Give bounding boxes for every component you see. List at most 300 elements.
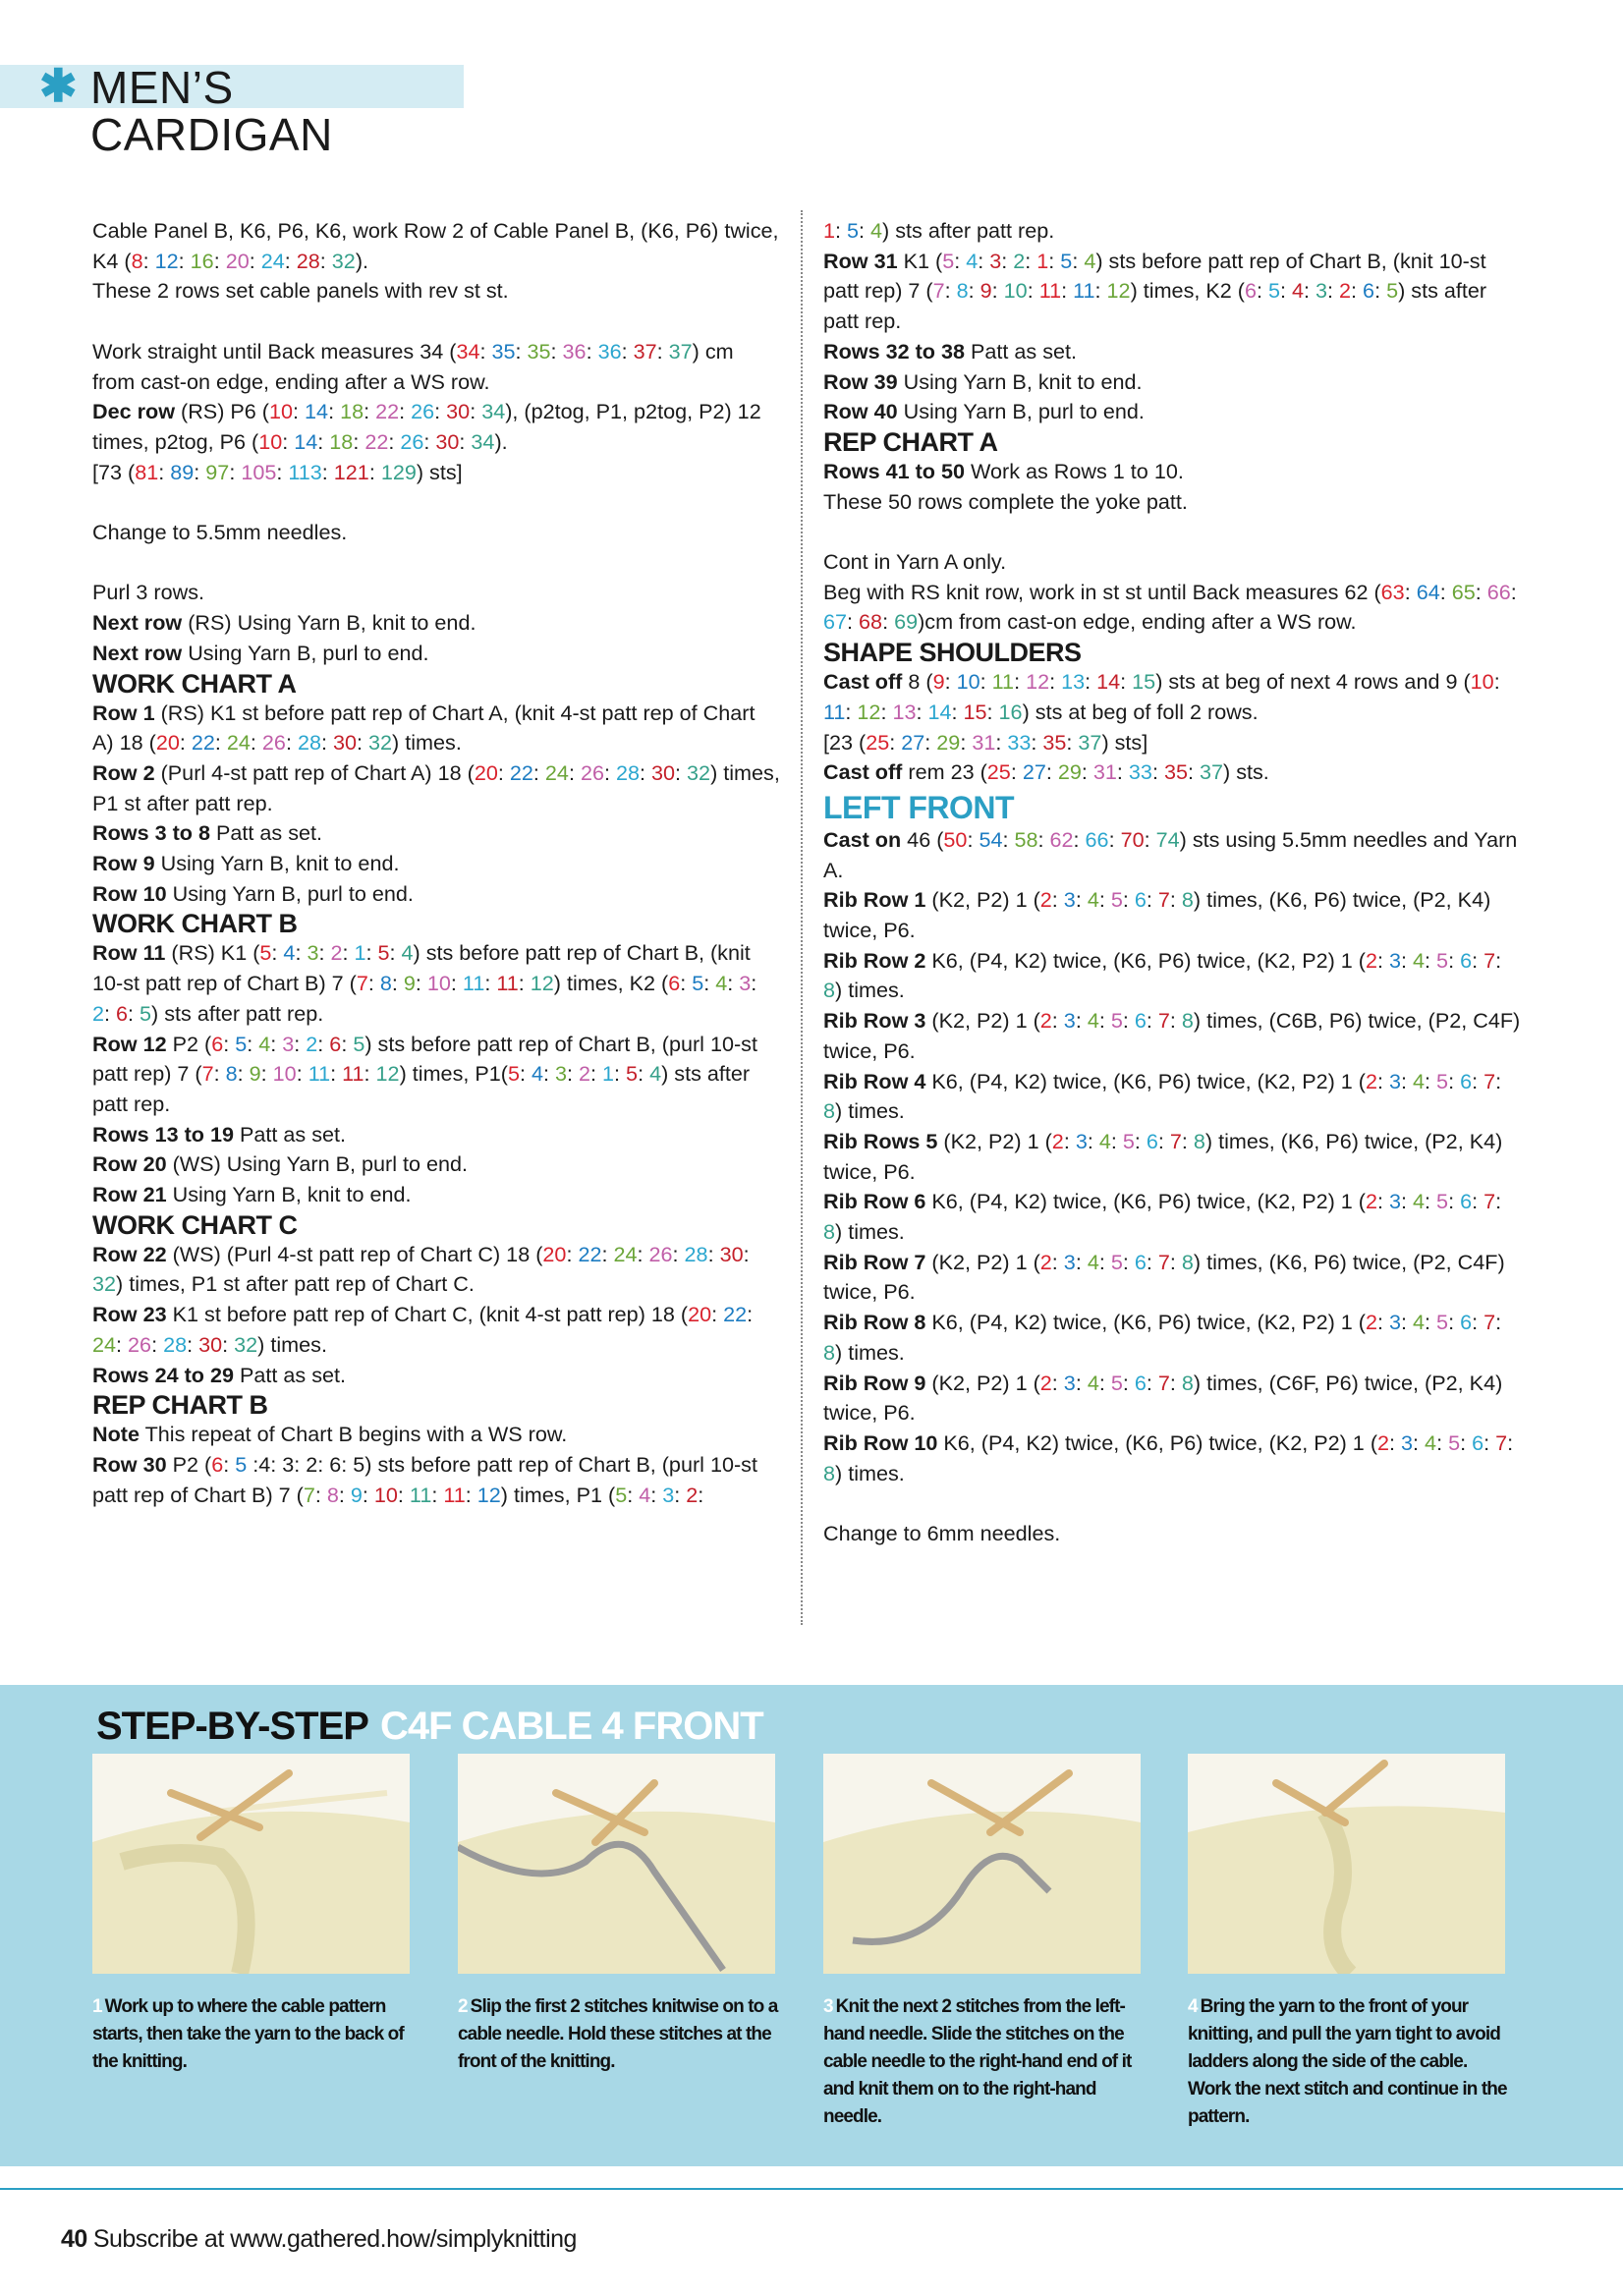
section-header (0, 60, 464, 160)
size-value: 8 (326, 1482, 339, 1507)
page-title: MEN’S CARDIGAN (90, 62, 333, 160)
size-value: 37 (1078, 729, 1102, 755)
size-value: 29 (936, 729, 961, 755)
size-value: 12 (154, 248, 179, 273)
size-value: 31 (972, 729, 996, 755)
size-value: 22 (375, 399, 400, 424)
size-value: 6 (1244, 278, 1257, 304)
size-value: 15 (963, 699, 987, 724)
size-value: 6 (668, 971, 681, 996)
size-value: 10 (272, 1061, 297, 1087)
size-value: 12 (857, 699, 881, 724)
size-value: 66 (1486, 579, 1511, 604)
size-value: 11 (823, 699, 846, 724)
size-value: 28 (684, 1241, 708, 1266)
size-value: 1 (1036, 248, 1049, 273)
instruction-paragraph: 1: 5: 4) sts after patt rep. Row 31 K1 (5: 4: 3: 2: 1: 5: 4) sts before patt rep of Chart B, (knit 10-st patt rep) 7 (7: 8: 9: 10: 11: 11: 12) times, K2 (6: 5: 4: 3: 2: 6: 5) sts after patt rep. Rows 32 to 38 Patt as set. Row 39 Using Yarn B, knit to end. Row 40 Using Yarn B, purl to end. (823, 218, 1487, 424)
size-value: 1 (354, 940, 366, 966)
size-value: 4 (1087, 1008, 1099, 1034)
size-value: 7 (1495, 1430, 1508, 1455)
size-value: 28 (615, 759, 640, 785)
section-heading: WORK CHART A (92, 668, 297, 699)
size-value: 31 (1092, 759, 1117, 785)
left-column (92, 216, 780, 1510)
size-value: 3 (555, 1061, 568, 1087)
size-value: 24 (544, 759, 569, 785)
size-value: 7 (1157, 1249, 1170, 1274)
size-value: 5 (353, 1031, 365, 1056)
size-value: 36 (597, 338, 622, 364)
page-number: 40 (61, 2225, 87, 2253)
size-value: 3 (1389, 1310, 1402, 1335)
size-value: 4 (1087, 1370, 1099, 1395)
size-value: 6 (1134, 1370, 1147, 1395)
size-value: 6 (1460, 947, 1473, 973)
size-value: 10 (1003, 278, 1028, 304)
size-value: 89 (170, 459, 195, 484)
size-value: 24 (260, 248, 285, 273)
size-value: 3 (662, 1482, 675, 1507)
size-value: 7 (1483, 947, 1496, 973)
size-value: 37 (1199, 759, 1224, 785)
size-value: 5 (1436, 1068, 1449, 1093)
size-value: 3 (1063, 1370, 1076, 1395)
size-value: 24 (613, 1241, 638, 1266)
instruction-paragraph: Cable Panel B, K6, P6, K6, work Row 2 of Cable Panel B, (K6, P6) twice, K4 (8: 12: 16: 20: 24: 28: 32). These 2 rows set cable panels with rev st st. (92, 218, 779, 304)
size-value: 5 (1060, 248, 1073, 273)
size-value: 5 (140, 1000, 152, 1026)
size-value: 4 (1413, 1189, 1426, 1214)
size-value: 22 (509, 759, 533, 785)
size-value: 3 (307, 940, 319, 966)
size-value: 70 (1120, 826, 1145, 852)
instruction-paragraph: Row 11 (RS) K1 (5: 4: 3: 2: 1: 5: 4) sts before patt rep of Chart B, (knit 10-st patt rep of Chart B) 7 (7: 8: 9: 10: 11: 11: 12) times, K2 (6: 5: 4: 3: 2: 6: 5) sts after patt rep. Row 12 P2 (6: 5: 4: 3: 2: 6: 5) sts before patt rep of Chart B, (purl 10-st patt rep) 7 (7: 8: 9: 10: 11: 11: 12) times, P1(5: 4: 3: 2: 1: 5: 4) sts after patt rep. Rows 13 to 19 Patt as set. Row 20 (WS) Using Yarn B, purl to end. Row 21 Using Yarn B, knit to end. (92, 940, 757, 1207)
size-value: 26 (400, 428, 424, 454)
size-value: 69 (894, 609, 919, 635)
size-value: 10 (956, 669, 980, 695)
size-value: 10 (426, 971, 451, 996)
size-value: 81 (135, 459, 159, 484)
size-value: 1 (823, 218, 836, 243)
size-value: 20 (474, 759, 498, 785)
size-value: 2 (1039, 1370, 1052, 1395)
size-value: 3 (989, 248, 1002, 273)
size-value: 2 (92, 1000, 105, 1026)
size-value: 3 (1063, 887, 1076, 913)
section-heading: LEFT FRONT (823, 789, 1015, 825)
size-value: 3 (282, 1031, 295, 1056)
instruction-paragraph: Cast on 46 (50: 54: 58: 62: 66: 70: 74) sts using 5.5mm needles and Yarn A. Rib Row 1 (K2, P2) 1 (2: 3: 4: 5: 6: 7: 8) times, (K6, P6) twice, (P2, K4) twice, P6. Rib Row 2 K6, (P4, K2) twice, (K6, P6) twice, (K2, P2) 1 (2: 3: 4: 5: 6: 7: 8) times. Rib Row 3 (K2, P2) 1 (2: 3: 4: 5: 6: 7: 8) times, (C6B, P6) twice, (P2, C4F) twice, P6. Rib Row 4 K6, (P4, K2) twice, (K6, P6) twice, (K2, P2) 1 (2: 3: 4: 5: 6: 7: 8) times. Rib Rows 5 (K2, P2) 1 (2: 3: 4: 5: 6: 7: 8) times, (K6, P6) twice, (P2, K4) twice, P6. Rib Row 6 K6, (P4, K2) twice, (K6, P6) twice, (K2, P2) 1 (2: 3: 4: 5: 6: 7: 8) times. Rib Row 7 (K2, P2) 1 (2: 3: 4: 5: 6: 7: 8) times, (K6, P6) twice, (P2, C4F) twice, P6. Rib Row 8 K6, (P4, K2) twice, (K6, P6) twice, (K2, P2) 1 (2: 3: 4: 5: 6: 7: 8) times. Rib Row 9 (K2, P2) 1 (2: 3: 4: 5: 6: 7: 8) times, (C6F, P6) twice, (P2, K4) twice, P6. Rib Row 10 K6, (P4, K2) twice, (K6, P6) twice, (K2, P2) 1 (2: 3: 4: 5: 6: 7: 8) times. (823, 826, 1521, 1485)
size-value: 6 (1460, 1068, 1473, 1093)
section-heading: SHAPE SHOULDERS (823, 638, 1082, 668)
instruction-paragraph: Row 1 (RS) K1 st before patt rep of Chart A, (knit 4-st patt rep of Chart A) 18 (20: 22: 24: 26: 28: 30: 32) times. Row 2 (Purl 4-st patt rep of Chart A) 18 (20: 22: 24: 26: 28: 30: 32) times, P1 st after patt rep. Rows 3 to 8 Patt as set. Row 9 Using Yarn B, knit to end. Row 10 Using Yarn B, purl to end. (92, 700, 780, 906)
size-value: 9 (249, 1061, 261, 1087)
size-value: 6 (1460, 1189, 1473, 1214)
instruction-paragraph: Purl 3 rows. Next row (RS) Using Yarn B, knit to end. Next row Using Yarn B, purl to end. (92, 580, 476, 665)
right-column (823, 216, 1521, 1549)
size-value: 28 (297, 730, 321, 756)
size-value: 30 (651, 759, 676, 785)
size-value: 3 (739, 971, 752, 996)
size-value: 6 (1134, 1249, 1147, 1274)
size-value: 2 (1377, 1430, 1390, 1455)
instruction-paragraph: Cast off 8 (9: 10: 11: 12: 13: 14: 15) sts at beg of next 4 rows and 9 (10: 11: 12: 13: 14: 15: 16) sts at beg of foll 2 rows. [23 (25: 27: 29: 31: 33: 35: 37) sts] Cast off rem 23 (25: 27: 29: 31: 33: 35: 37) sts. (823, 669, 1500, 785)
size-value: 2 (1051, 1128, 1064, 1153)
size-value: 11 (1073, 278, 1095, 304)
size-value: 20 (688, 1302, 712, 1327)
section-heading: REP CHART A (823, 426, 998, 457)
size-value: 2 (1039, 887, 1052, 913)
size-value: 34 (481, 399, 506, 424)
size-value: 8 (956, 278, 969, 304)
size-value: 4 (531, 1061, 543, 1087)
size-value: 16 (998, 699, 1023, 724)
size-value: 18 (329, 428, 354, 454)
size-value: 7 (201, 1061, 214, 1087)
size-value: 6 (329, 1031, 342, 1056)
size-value: 97 (205, 459, 230, 484)
paragraph-gap (92, 548, 780, 579)
size-value: 63 (1380, 579, 1405, 604)
size-value: 3 (1063, 1008, 1076, 1034)
size-value: 64 (1416, 579, 1440, 604)
size-value: 11 (1038, 278, 1062, 304)
size-value: 7 (356, 971, 368, 996)
size-value: 3 (1401, 1430, 1414, 1455)
size-value: 2 (330, 940, 343, 966)
size-value: 12 (1026, 669, 1050, 695)
size-value: 5 (615, 1482, 628, 1507)
size-value: 13 (892, 699, 917, 724)
size-value: 5 (626, 1061, 639, 1087)
size-value: 2 (1039, 1008, 1052, 1034)
step-1-caption: 1 Work up to where the cable pattern starts, then take the yarn to the back of the knitting. (92, 1996, 404, 2072)
size-value: 7 (1483, 1068, 1496, 1093)
size-value: 62 (1049, 826, 1074, 852)
size-value: 5 (235, 1031, 248, 1056)
size-value: 4 (283, 940, 296, 966)
size-value: 28 (163, 1331, 188, 1357)
size-value: 4 (1087, 1249, 1099, 1274)
size-value: 12 (375, 1061, 400, 1087)
size-value: 8 (131, 248, 143, 273)
size-value: 14 (294, 428, 318, 454)
size-value: 58 (1014, 826, 1038, 852)
size-value: 20 (155, 730, 180, 756)
instruction-paragraph: Rows 41 to 50 Work as Rows 1 to 10. These 50 rows complete the yoke patt. (823, 458, 1188, 514)
size-value: 11 (409, 1482, 432, 1507)
size-value: 4 (1425, 1430, 1437, 1455)
size-value: 4 (966, 248, 979, 273)
step-2-caption: 2 Slip the first 2 stitches knitwise on to a cable needle. Hold these stitches at the front of the knitting. (458, 1996, 778, 2072)
size-value: 10 (373, 1482, 398, 1507)
size-value: 34 (471, 428, 495, 454)
size-value: 5 (1110, 1370, 1123, 1395)
size-value: 1 (602, 1061, 615, 1087)
size-value: 4 (258, 1031, 271, 1056)
size-value: 5 (847, 218, 860, 243)
size-value: 54 (979, 826, 1003, 852)
size-value: 2 (1039, 1249, 1052, 1274)
size-value: 6 (116, 1000, 129, 1026)
size-value: 2 (306, 1031, 318, 1056)
size-value: 20 (542, 1241, 567, 1266)
step-by-step-heading: STEP-BY-STEP C4F CABLE 4 FRONT (96, 1705, 763, 1748)
size-value: 30 (719, 1241, 744, 1266)
size-value: 25 (866, 729, 890, 755)
size-value: 26 (648, 1241, 673, 1266)
section-heading: WORK CHART C (92, 1209, 298, 1240)
size-value: 5 (942, 248, 955, 273)
size-value: 2 (1339, 278, 1352, 304)
size-value: 28 (296, 248, 320, 273)
size-value: 2 (1366, 947, 1378, 973)
size-value: 7 (303, 1482, 315, 1507)
size-value: 32 (234, 1331, 258, 1357)
size-value: 22 (723, 1302, 748, 1327)
size-value: 3 (1389, 1189, 1402, 1214)
size-value: 24 (92, 1331, 117, 1357)
size-value: 8 (1181, 1370, 1194, 1395)
size-value: 7 (1169, 1128, 1182, 1153)
size-value: 5 (235, 1451, 248, 1477)
size-value: 27 (901, 729, 925, 755)
size-value: 6 (211, 1031, 224, 1056)
size-value: 2 (1366, 1189, 1378, 1214)
size-value: 3 (1075, 1128, 1088, 1153)
size-value: 6 (211, 1451, 224, 1477)
size-value: 15 (1132, 669, 1156, 695)
size-value: 5 (1436, 1189, 1449, 1214)
step-3-caption: 3 Knit the next 2 stitches from the left-hand needle. Slide the stitches on the cable needle to the right-hand end of it and knit them on to the right-hand needle. (823, 1996, 1132, 2127)
size-value: 22 (578, 1241, 602, 1266)
size-value: 7 (1157, 1008, 1170, 1034)
size-value: 3 (1315, 278, 1328, 304)
size-value: 22 (364, 428, 389, 454)
size-value: 30 (332, 730, 357, 756)
size-value: 32 (687, 759, 711, 785)
size-value: 7 (1157, 887, 1170, 913)
size-value: 67 (823, 609, 848, 635)
size-value: 4 (870, 218, 883, 243)
size-value: 7 (1483, 1310, 1496, 1335)
size-value: 37 (633, 338, 657, 364)
size-value: 4 (1084, 248, 1096, 273)
size-value: 14 (927, 699, 952, 724)
step-1-photo (92, 1754, 410, 1974)
size-value: 12 (476, 1482, 501, 1507)
size-value: 35 (1163, 759, 1188, 785)
size-value: 10 (1470, 669, 1494, 695)
size-value: 35 (491, 338, 516, 364)
instruction-paragraph: Note This repeat of Chart B begins with a WS row. Row 30 P2 (6: 5 :4: 3: 2: 6: 5) sts before patt rep of Chart B, (purl 10-st patt rep of Chart B) 7 (7: 8: 9: 10: 11: 11: 12) times, P1 (5: 4: 3: 2: (92, 1422, 757, 1507)
size-value: 32 (331, 248, 356, 273)
size-value: 2 (1013, 248, 1026, 273)
size-value: 24 (226, 730, 251, 756)
instruction-paragraph: Change to 6mm needles. (823, 1521, 1061, 1546)
size-value: 66 (1085, 826, 1109, 852)
size-value: 2 (686, 1482, 699, 1507)
size-value: 4 (1413, 947, 1426, 973)
size-value: 25 (986, 759, 1011, 785)
size-value: 4 (1087, 887, 1099, 913)
size-value: 37 (668, 338, 693, 364)
size-value: 8 (1181, 1008, 1194, 1034)
size-value: 8 (225, 1061, 238, 1087)
size-value: 14 (1096, 669, 1121, 695)
size-value: 5 (507, 1061, 520, 1087)
size-value: 7 (1157, 1370, 1170, 1395)
size-value: 121 (333, 459, 369, 484)
size-value: 8 (823, 978, 836, 1003)
size-value: 10 (269, 399, 294, 424)
size-value: 6 (1472, 1430, 1484, 1455)
size-value: 10 (258, 428, 283, 454)
size-value: 9 (350, 1482, 363, 1507)
size-value: 113 (288, 459, 322, 484)
size-value: 26 (261, 730, 286, 756)
size-value: 35 (1042, 729, 1067, 755)
step-4-photo (1188, 1754, 1505, 1974)
size-value: 3 (1389, 1068, 1402, 1093)
size-value: 105 (241, 459, 277, 484)
size-value: 6 (1134, 1008, 1147, 1034)
size-value: 26 (411, 399, 435, 424)
size-value: 5 (1436, 1310, 1449, 1335)
size-value: 8 (1193, 1128, 1205, 1153)
size-value: 7 (932, 278, 945, 304)
size-value: 50 (943, 826, 968, 852)
size-value: 8 (1181, 1249, 1194, 1274)
size-value: 30 (198, 1331, 223, 1357)
size-value: 7 (1483, 1189, 1496, 1214)
size-value: 5 (1122, 1128, 1135, 1153)
size-value: 8 (1181, 887, 1194, 913)
size-value: 3 (1063, 1249, 1076, 1274)
size-value: 6 (1146, 1128, 1158, 1153)
size-value: 5 (1110, 1249, 1123, 1274)
size-value: 14 (305, 399, 329, 424)
size-value: 2 (1366, 1068, 1378, 1093)
instruction-paragraph: Work straight until Back measures 34 (34: 35: 35: 36: 36: 37: 37) cm from cast-on edge, ending after a WS row. Dec row (RS) P6 (10: 14: 18: 22: 26: 30: 34), (p2tog, P1, p2tog, P2) 12 times, p2tog, P6 (10: 14: 18: 22: 26: 30: 34). [73 (81: 89: 97: 105: 113: 121: 129) sts] (92, 338, 761, 484)
size-value: 6 (1134, 887, 1147, 913)
size-value: 32 (368, 730, 393, 756)
size-value: 11 (308, 1061, 331, 1087)
size-value: 32 (92, 1271, 117, 1297)
size-value: 5 (377, 940, 390, 966)
size-value: 4 (1292, 278, 1305, 304)
section-heading: WORK CHART B (92, 909, 298, 939)
size-value: 129 (380, 459, 417, 484)
step-2-photo (458, 1754, 775, 1974)
size-value: 36 (562, 338, 587, 364)
footer-rule (0, 2188, 1623, 2190)
size-value: 5 (1436, 947, 1449, 973)
size-value: 6 (1363, 278, 1375, 304)
paragraph-gap (92, 307, 780, 337)
size-value: 74 (1155, 826, 1180, 852)
step-3-photo (823, 1754, 1141, 1974)
size-value: 27 (1022, 759, 1046, 785)
size-value: 5 (1110, 1008, 1123, 1034)
paragraph-gap (823, 1488, 1521, 1519)
size-value: 11 (342, 1061, 364, 1087)
size-value: 20 (225, 248, 250, 273)
size-value: 8 (823, 1098, 836, 1124)
size-value: 2 (1366, 1310, 1378, 1335)
size-value: 4 (1413, 1068, 1426, 1093)
size-value: 11 (462, 971, 485, 996)
size-value: 34 (456, 338, 480, 364)
paragraph-gap (92, 487, 780, 518)
size-value: 4 (1413, 1310, 1426, 1335)
size-value: 8 (823, 1460, 836, 1485)
size-value: 68 (859, 609, 883, 635)
size-value: 9 (979, 278, 992, 304)
instruction-paragraph: Cont in Yarn A only. Beg with RS knit row, work in st st until Back measures 62 (63: 64: 65: 66: 67: 68: 69)cm from cast-on edge, ending after a WS row. (823, 549, 1517, 635)
size-value: 18 (340, 399, 364, 424)
size-value: 26 (128, 1331, 152, 1357)
size-value: 5 (259, 940, 272, 966)
size-value: 8 (823, 1339, 836, 1365)
size-value: 30 (435, 428, 460, 454)
asterisk-icon: ✱ (39, 60, 78, 111)
size-value: 4 (715, 971, 728, 996)
size-value: 35 (527, 338, 551, 364)
size-value: 33 (1007, 729, 1032, 755)
size-value: 16 (190, 248, 214, 273)
instruction-paragraph: Change to 5.5mm needles. (92, 520, 348, 544)
column-divider (801, 210, 803, 1625)
size-value: 29 (1057, 759, 1082, 785)
size-value: 8 (823, 1219, 836, 1245)
size-value: 5 (1267, 278, 1280, 304)
size-value: 8 (379, 971, 392, 996)
size-value: 5 (1386, 278, 1399, 304)
size-value: 4 (639, 1482, 651, 1507)
size-value: 9 (932, 669, 945, 695)
size-value: 6 (1460, 1310, 1473, 1335)
size-value: 65 (1451, 579, 1476, 604)
step-4-caption: 4 Bring the yarn to the front of your knitting, and pull the yarn tight to avoid ladders along the side of the cable. Work the next stitch and continue in the pattern. (1188, 1996, 1507, 2127)
size-value: 12 (530, 971, 554, 996)
size-value: 11 (443, 1482, 466, 1507)
size-value: 5 (1110, 887, 1123, 913)
size-value: 4 (401, 940, 414, 966)
size-value: 12 (1106, 278, 1131, 304)
paragraph-gap (823, 517, 1521, 547)
size-value: 5 (1448, 1430, 1461, 1455)
size-value: 11 (496, 971, 519, 996)
instruction-paragraph: Row 22 (WS) (Purl 4-st patt rep of Chart C) 18 (20: 22: 24: 26: 28: 30: 32) times, P1 st after patt rep of Chart C. Row 23 K1 st before patt rep of Chart C, (knit 4-st patt rep) 18 (20: 22: 24: 26: 28: 30: 32) times. Rows 24 to 29 Patt as set. (92, 1241, 754, 1387)
size-value: 4 (1098, 1128, 1111, 1153)
size-value: 4 (649, 1061, 662, 1087)
size-value: 3 (1389, 947, 1402, 973)
step-by-step-panel (0, 1685, 1623, 2166)
size-value: 2 (579, 1061, 591, 1087)
size-value: 13 (1061, 669, 1086, 695)
size-value: 33 (1128, 759, 1152, 785)
size-value: 5 (692, 971, 704, 996)
size-value: 26 (580, 759, 604, 785)
size-value: 9 (403, 971, 416, 996)
size-value: 30 (446, 399, 471, 424)
size-value: 22 (191, 730, 215, 756)
subscribe-link[interactable]: Subscribe at www.gathered.how/simplyknitting (92, 2225, 577, 2253)
footer (61, 2224, 577, 2254)
size-value: 11 (991, 669, 1015, 695)
section-heading: REP CHART B (92, 1390, 268, 1421)
